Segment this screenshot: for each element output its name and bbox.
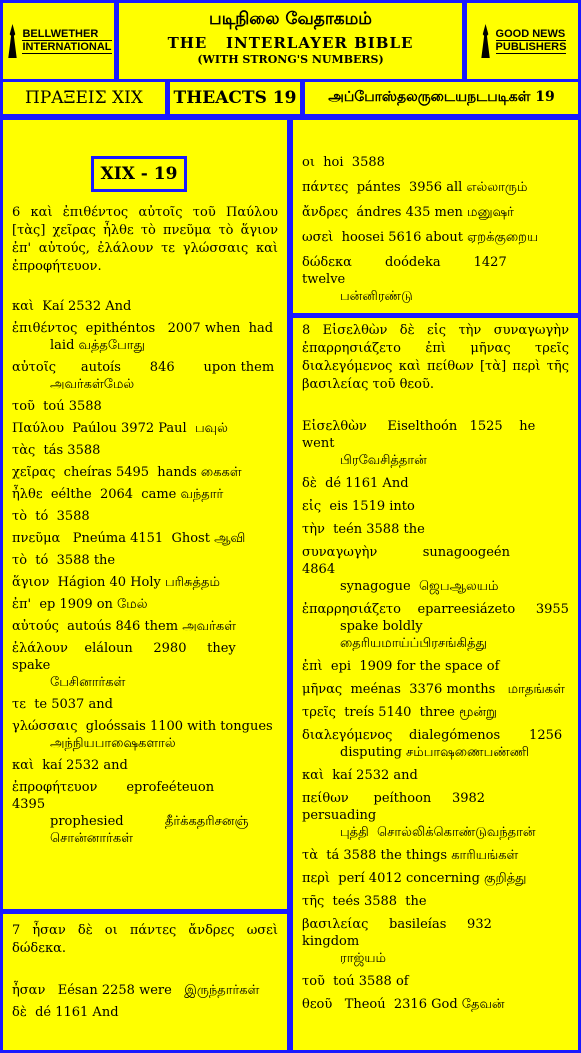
chapter-label: XIX - 19 [91,156,187,192]
word-entry [302,973,569,990]
word-entry-continuation: laid வத்தபோது [50,338,145,353]
word-entry-continuation: அவர்கள்மேல் [50,377,135,392]
right-logo-line1: GOOD NEWS [495,28,566,40]
word-entry-continuation: பன்னிரண்டு [340,289,413,304]
word-entry [12,757,278,774]
word-entry-line: ἦσαν Eésan 2258 were இருந்தார்கள் [12,983,260,998]
word-entry-line: τὴν teén 3588 the [302,522,425,537]
left-column [3,120,287,909]
word-entry-line: ἐπιθέντος epithéntos 2007 when had [12,321,274,336]
word-entry-line: ἐπαρρησιάζετο eparreesiázeto 3955 [302,602,569,617]
verse-6-text: 6 καὶ ἐπιθέντος αὐτοῖς τοῦ Παύλου [τὰς] χεῖρας ἦλθε τὸ πνεῦμα τὸ ἅγιον ἐπ' αὐτούς, ἐλάλουν τε γλώσσαις καὶ ἐπροφήτευον. [12,205,278,274]
left-logo-line2: INTERNATIONAL [22,41,112,53]
verse-7-continued-word-list [302,154,569,305]
verse-7-word-list [12,982,278,1021]
english-book-header: THEACTS 19 [170,82,300,114]
title-sub: (WITH STRONG'S NUMBERS) [197,53,384,66]
word-entry [302,154,569,171]
word-entry [12,398,278,415]
word-entry [12,508,278,525]
word-entry [12,464,278,481]
word-entry [12,486,278,503]
word-entry-continuation: பிரவேசித்தான் [340,453,427,468]
word-entry [12,552,278,569]
word-entry [302,498,569,515]
word-entry-line: ἐπροφήτευον eprofeéteuon 4395 [12,780,252,812]
word-entry [302,996,569,1013]
word-entry-continuation: prophesied தீர்க்கதரிசனஞ் சொன்னார்கள் [50,814,253,846]
verse-8-word-list [302,418,569,1013]
word-entry [302,658,569,675]
word-entry [12,596,278,613]
word-entry-line: αὐτούς autoús 846 them அவர்கள் [12,619,236,634]
word-entry-line: εἰς eis 1519 into [302,499,415,514]
verse-7-text: 7 ἦσαν δὲ οι πάντες ἄνδρες ωσεὶ δώδεκα. [12,923,278,956]
word-entry-line: ἐπὶ epi 1909 for the space of [302,659,500,674]
word-entry [12,359,278,393]
word-entry [302,790,569,841]
word-entry [12,574,278,591]
word-entry-line: τρεῖς treís 5140 three மூன்று [302,705,497,720]
word-entry-line: οι hoi 3588 [302,155,385,170]
word-entry-line: Παύλου Paúlou 3972 Paul பவுல் [12,421,228,436]
word-entry [302,767,569,784]
word-entry-line: μῆνας meénas 3376 months மாதங்கள் [302,682,565,697]
word-entry [302,847,569,864]
word-entry [12,1004,278,1021]
word-entry [302,229,569,246]
word-entry-line: τὰς tás 3588 [12,443,101,458]
verse-7-continued-panel [293,120,578,313]
word-entry-line: δὲ dé 1161 And [12,1005,119,1020]
word-entry-line: ἅγιον Hágion 40 Holy பரிசுத்தம் [12,575,220,590]
word-entry-line: πάντες pántes 3956 all எல்லாரும் [302,180,528,195]
verse-8-text: 8 Εἰσελθὼν δὲ εἰς τὴν συναγωγὴν ἐπαρρησιάζετο ἐπὶ μῆνας τρεῖς διαλεγόμενος καὶ πείθων [τὰ] περὶ τῆς βασιλείας τοῦ θεοῦ. [302,323,569,392]
word-entry-line: θεοῦ Theoú 2316 God தேவன் [302,997,505,1012]
word-entry-line: πνεῦμα Pneúma 4151 Ghost ஆவி [12,531,246,546]
bellwether-mark-icon [5,24,19,58]
word-entry-line: καὶ Kaí 2532 And [12,299,132,314]
word-entry-line: ἐπ' ep 1909 on மேல் [12,597,148,612]
word-entry [302,727,569,761]
title-tamil: படிநிலை வேதாகமம் [209,9,372,29]
word-entry-line: γλώσσαις gloóssais 1100 with tongues [12,719,273,734]
word-entry [302,204,569,221]
right-logo-line2: PUBLISHERS [495,41,567,53]
verse-7-panel [3,914,287,1050]
word-entry-continuation: புத்தி சொல்லிக்கொண்டுவந்தான் [340,825,536,840]
word-entry [302,601,569,652]
bellwether-logo [3,3,114,79]
good-news-mark-icon [479,24,493,58]
word-entry-line: δὲ dé 1161 And [302,476,409,491]
word-entry-continuation: synagogue ஜெபஆலயம் [340,579,499,594]
word-entry-line: τὸ tó 3588 [12,509,90,524]
word-entry [12,530,278,547]
word-entry-line: ωσεὶ hoosei 5616 about ஏறக்குறைய [302,230,539,245]
word-entry [302,475,569,492]
word-entry-line: χεῖρας cheíras 5495 hands கைகள் [12,465,242,480]
word-entry-line: πείθων peíthoon 3982 persuading [302,791,502,823]
word-entry [302,681,569,698]
word-entry-line: ἄνδρες ándres 435 men மனுஷர் [302,205,514,220]
title-main: THE INTERLAYER BIBLE [167,34,414,52]
word-entry [12,618,278,635]
word-entry [12,982,278,999]
word-entry-continuation: அந்நியபாஷைகளால் [50,736,176,751]
word-entry [302,916,569,967]
word-entry [12,298,278,315]
word-entry-line: τοῦ toú 3588 of [302,974,409,989]
word-entry [302,893,569,910]
tamil-book-header: அப்போஸ்தலருடையநடபடிகள் 19 [305,82,578,114]
word-entry-line: δώδεκα doódeka 1427 twelve [302,255,540,287]
word-entry [302,179,569,196]
title-block [119,3,462,79]
good-news-logo [467,3,578,79]
word-entry [302,544,569,595]
word-entry-continuation: disputing சம்பாஷணைபண்ணி [340,745,530,760]
word-entry [12,696,278,713]
word-entry [302,521,569,538]
greek-book-header: ΠΡΑΞΕΙΣ XIX [3,82,165,114]
word-entry-line: καὶ kaí 2532 and [302,768,418,783]
word-entry [302,870,569,887]
word-entry [12,420,278,437]
word-entry-line: περὶ perí 4012 concerning குறித்து [302,871,527,886]
word-entry-line: τὰ tá 3588 the things காரியங்கள் [302,848,519,863]
word-entry-line: τοῦ toú 3588 [12,399,102,414]
word-entry-line: καὶ kaí 2532 and [12,758,128,773]
word-entry [302,418,569,469]
word-entry-line: διαλεγόμενος dialegómenos 1256 [302,728,563,743]
left-logo-line1: BELLWETHER [22,28,111,41]
word-entry-continuation: spake boldly தைரியமாய்ப்பிரசங்கித்து [340,619,487,651]
word-entry [12,442,278,459]
word-entry [12,320,278,354]
word-entry-line: ἦλθε eélthe 2064 came வந்தார் [12,487,224,502]
word-entry-line: τὸ tó 3588 the [12,553,116,568]
word-entry-line: συναγωγὴν sunagoogeén 4864 [302,545,556,577]
word-entry-line: ἐλάλουν eláloun 2980 they spake [12,641,240,673]
word-entry-continuation: ராஜ்யம் [340,951,386,966]
word-entry [302,254,569,305]
word-entry-line: αὐτοῖς autoís 846 upon them [12,360,275,375]
verse-8-panel [293,318,578,1050]
word-entry-line: βασιλείας basileías 932 kingdom [302,917,513,949]
word-entry [12,640,278,691]
word-entry [302,704,569,721]
word-entry-line: τε te 5037 and [12,697,113,712]
word-entry-continuation: பேசினார்கள் [50,675,126,690]
word-entry [12,718,278,752]
word-entry-line: τῆς teés 3588 the [302,894,427,909]
word-entry [12,779,278,847]
verse-6-word-list [12,298,278,847]
word-entry-line: Εἰσελθὼν Eiselthoón 1525 he went [302,419,540,451]
